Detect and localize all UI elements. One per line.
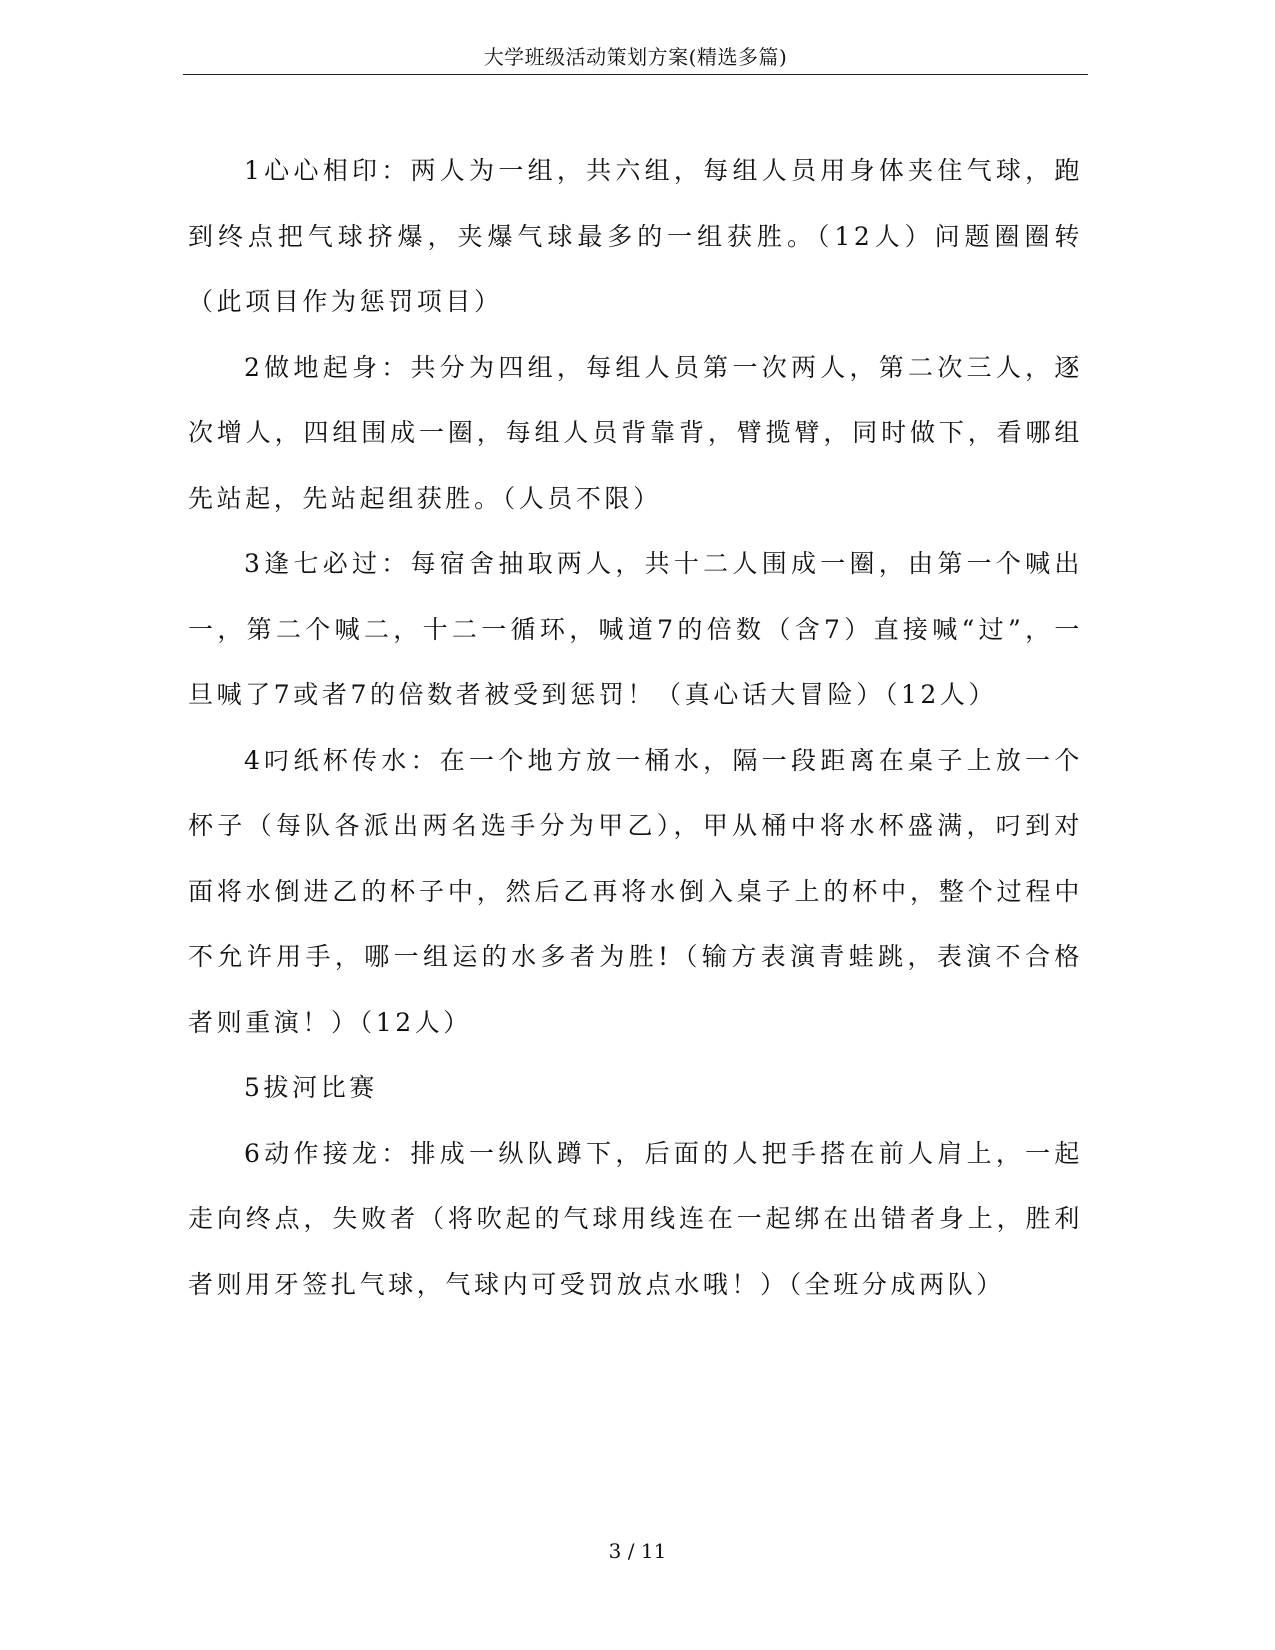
paragraph-activity-2: 2做地起身：共分为四组，每组人员第一次两人，第二次三人，逐次增人，四组围成一圈，每组人员背靠背，臂揽臂，同时做下，看哪组先站起，先站起组获胜。（人员不限） xyxy=(188,352,1083,513)
page-number: 3 / 11 xyxy=(608,1539,667,1563)
paragraph-activity-4: 4叼纸杯传水：在一个地方放一桶水，隔一段距离在桌子上放一个杯子（每队各派出两名选手分为甲乙），甲从桶中将水杯盛满，叼到对面将水倒进乙的杯子中，然后乙再将水倒入桌子上的杯中，整个过程中不允许用手，哪一组运的水多者为胜!（输方表演青蛙跳，表演不合格者则重演！）（12人） xyxy=(188,745,1083,1037)
paragraph-activity-6: 6动作接龙：排成一纵队蹲下，后面的人把手搭在前人肩上，一起走向终点，失败者（将吹起的气球用线连在一起绑在出错者身上，胜利者则用牙签扎气球，气球内可受罚放点水哦！）（全班分成两队） xyxy=(188,1138,1083,1299)
document-title: 大学班级活动策划方案(精选多篇) xyxy=(483,45,788,69)
document-body xyxy=(188,138,1083,1317)
paragraph-activity-5: 5拔河比赛 xyxy=(244,1073,378,1102)
paragraph-activity-1: 1心心相印：两人为一组，共六组，每组人员用身体夹住气球，跑到终点把气球挤爆，夹爆气球最多的一组获胜。（12人）问题圈圈转（此项目作为惩罚项目） xyxy=(188,156,1083,316)
page-header xyxy=(183,42,1088,75)
paragraph-activity-3: 3逢七必过：每宿舍抽取两人，共十二人围成一圈，由第一个喊出一，第二个喊二，十二一循环，喊道7的倍数（含7）直接喊“过”，一旦喊了7或者7的倍数者被受到惩罚！（真心话大冒险）（12人） xyxy=(188,549,1083,709)
page-footer xyxy=(0,1536,1275,1566)
